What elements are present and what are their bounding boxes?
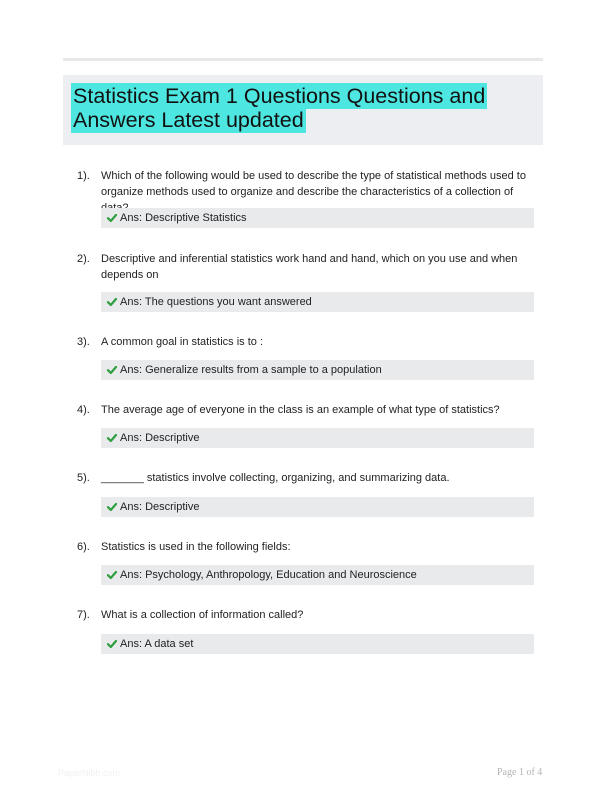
answer-text: Ans: Generalize results from a sample to a population — [120, 364, 382, 376]
check-icon — [107, 365, 117, 375]
check-icon — [107, 502, 117, 512]
question-text: _______ statistics involve collecting, organizing, and summarizing data. — [101, 472, 450, 484]
question-number: 3). — [77, 336, 90, 348]
question-number: 6). — [77, 541, 90, 553]
question-number: 4). — [77, 404, 90, 416]
answer-text: Ans: The questions you want answered — [120, 296, 312, 308]
question-number: 1). — [77, 170, 90, 182]
question-text: Descriptive and inferential statistics work hand and hand, which on you use and when depends on — [101, 253, 518, 281]
question-text: The average age of everyone in the class is an example of what type of statistics? — [101, 404, 500, 416]
footer-watermark: PaperNibb.com — [58, 768, 121, 778]
answer-box — [101, 565, 534, 585]
answer-box — [101, 360, 534, 380]
answer-text: Ans: Descriptive Statistics — [120, 212, 247, 224]
question-text: A common goal in statistics is to : — [101, 336, 264, 348]
page-title-highlight: Statistics Exam 1 Questions Questions and Answers Latest updated — [73, 84, 486, 132]
page-number: Page 1 of 4 — [497, 767, 543, 778]
check-icon — [107, 213, 117, 223]
answer-text: Ans: Descriptive — [120, 501, 200, 513]
question-number: 2). — [77, 253, 90, 265]
check-icon — [107, 433, 117, 443]
answer-box — [101, 428, 534, 448]
question-text: Which of the following would be used to describe the type of statistical methods used to organize methods used to organize and describe the characteristics of a collection of — [101, 170, 526, 198]
question-text: Statistics is used in the following fields: — [101, 541, 291, 553]
answer-box — [101, 497, 534, 517]
check-icon — [107, 570, 117, 580]
check-icon — [107, 639, 117, 649]
answer-text: Ans: A data set — [120, 638, 194, 650]
answer-text: Ans: Descriptive — [120, 432, 200, 444]
answer-text: Ans: Psychology, Anthropology, Education and Neuroscience — [120, 569, 417, 581]
answer-box — [101, 292, 534, 312]
answer-box — [101, 208, 534, 228]
answer-box — [101, 634, 534, 654]
check-icon — [107, 297, 117, 307]
question-number: 5). — [77, 472, 90, 484]
question-number: 7). — [77, 609, 90, 621]
question-text: What is a collection of information called? — [101, 609, 304, 621]
